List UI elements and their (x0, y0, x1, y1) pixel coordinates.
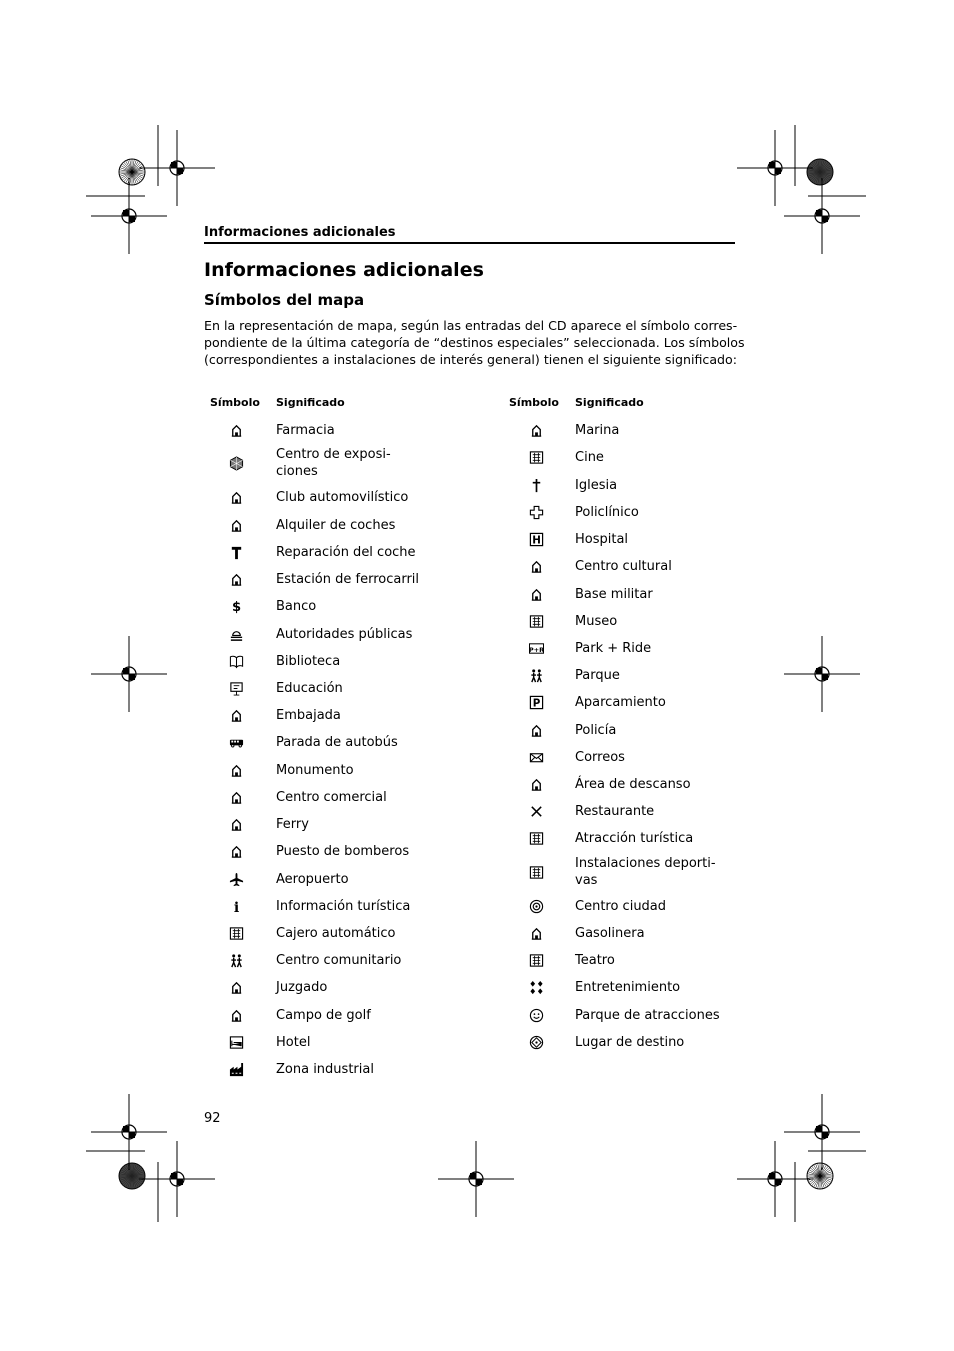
petrol-station-icon (528, 925, 544, 941)
hotel-icon (228, 1034, 244, 1050)
shopping-center-icon (228, 789, 244, 805)
svg-text:H: H (531, 534, 541, 547)
left-symbol-meaning: Club automovilístico (276, 489, 409, 505)
left-symbol-meaning: Zona industrial (276, 1061, 374, 1077)
left-symbol-meaning: Centro de exposi- ciones (276, 447, 391, 479)
embassy-icon (228, 707, 244, 723)
rest-area-icon (528, 776, 544, 792)
intro-line: pondiente de la última categoría de “destinos especiales” seleccionada. Los símbolos (204, 335, 745, 350)
left-symbol-meaning: Ferry (276, 816, 309, 832)
intro-paragraph (204, 317, 744, 368)
right-symbol-meaning: Restaurante (575, 803, 655, 819)
left-symbol-meaning: Educación (276, 680, 343, 696)
destination-icon (528, 1034, 544, 1050)
museum-icon (528, 613, 544, 629)
running-header: Informaciones adicionales (204, 225, 396, 240)
right-symbol-meaning: Centro cultural (575, 558, 672, 574)
left-symbol-meaning: Campo de golf (276, 1007, 371, 1023)
park-icon (528, 667, 544, 683)
right-meaning-column-header: Significado (575, 396, 644, 409)
right-symbol-meaning: Cine (575, 449, 604, 465)
left-symbol-meaning: Embajada (276, 707, 341, 723)
public-authority-icon (228, 626, 244, 642)
svg-text:$: $ (231, 599, 241, 614)
education-icon (228, 680, 244, 696)
page-title: Informaciones adicionales (204, 259, 484, 281)
airport-icon (228, 871, 244, 887)
court-icon (228, 979, 244, 995)
right-symbol-meaning: Parque de atracciones (575, 1007, 720, 1023)
ferry-icon (228, 816, 244, 832)
left-symbol-meaning: Monumento (276, 762, 354, 778)
right-symbol-meaning: Centro ciudad (575, 898, 667, 914)
community-center-icon (228, 952, 244, 968)
amusement-park-icon (528, 1007, 544, 1023)
left-symbol-meaning: Estación de ferrocarril (276, 571, 420, 587)
svg-text:P: P (532, 697, 540, 710)
parking-icon (528, 694, 544, 710)
left-symbol-meaning: Hotel (276, 1034, 311, 1050)
left-symbol-meaning: Aeropuerto (276, 871, 349, 887)
theatre-icon (528, 952, 544, 968)
fire-station-icon (228, 843, 244, 859)
car-rental-icon (228, 517, 244, 533)
left-symbol-meaning: Centro comercial (276, 789, 387, 805)
tourist-info-icon (228, 898, 244, 914)
right-symbol-meaning: Área de descanso (575, 776, 691, 792)
left-symbol-column-header: Símbolo (210, 396, 260, 409)
bank-icon (228, 598, 244, 614)
right-symbol-meaning: Parque (575, 667, 620, 683)
right-symbol-column-header: Símbolo (509, 396, 559, 409)
right-symbol-meaning: Lugar de destino (575, 1034, 685, 1050)
right-symbol-meaning: Correos (575, 749, 625, 765)
intro-line: En la representación de mapa, según las entradas del CD aparece el símbolo corres- (204, 318, 738, 333)
right-symbol-meaning: Teatro (575, 952, 615, 968)
tourist-attraction-icon (528, 830, 544, 846)
church-icon (528, 477, 544, 493)
railway-station-icon (228, 571, 244, 587)
right-symbol-meaning: Policlínico (575, 504, 639, 520)
svg-text:P+R: P+R (528, 645, 544, 654)
industrial-zone-icon (228, 1061, 244, 1077)
header-rule (204, 242, 735, 244)
pharmacy-icon (228, 422, 244, 438)
intro-line: (correspondientes a instalaciones de interés general) tienen el siguiente significado: (204, 352, 737, 367)
right-symbol-meaning: Atracción turística (575, 830, 694, 846)
left-symbol-meaning: Autoridades públicas (276, 626, 413, 642)
right-symbol-meaning: Iglesia (575, 477, 618, 493)
right-symbol-meaning: Gasolinera (575, 925, 645, 941)
exhibition-center-icon (228, 455, 244, 471)
left-symbol-meaning: Farmacia (276, 422, 335, 438)
left-symbol-meaning: Cajero automático (276, 925, 396, 941)
left-symbol-meaning: Juzgado (276, 979, 328, 995)
section-title: Símbolos del mapa (204, 291, 365, 309)
entertainment-icon (528, 979, 544, 995)
left-symbol-meaning: Información turística (276, 898, 411, 914)
library-icon (228, 653, 244, 669)
right-symbol-meaning: Aparcamiento (575, 694, 666, 710)
bus-stop-icon (228, 734, 244, 750)
military-base-icon (528, 586, 544, 602)
atm-icon (228, 925, 244, 941)
left-symbol-meaning: Puesto de bomberos (276, 843, 410, 859)
cultural-center-icon (528, 558, 544, 574)
polyclinic-icon (528, 504, 544, 520)
svg-text:i: i (233, 899, 239, 914)
left-symbol-meaning: Alquiler de coches (276, 517, 396, 533)
automobile-club-icon (228, 489, 244, 505)
right-symbol-meaning: Entretenimiento (575, 979, 681, 995)
left-symbol-meaning: Reparación del coche (276, 544, 416, 560)
restaurant-icon (528, 803, 544, 819)
hospital-icon (528, 531, 544, 547)
right-symbol-meaning: Marina (575, 422, 620, 438)
car-repair-icon (228, 544, 244, 560)
right-symbol-meaning: Instalaciones deporti- vas (575, 856, 716, 888)
left-meaning-column-header: Significado (276, 396, 345, 409)
golf-course-icon (228, 1007, 244, 1023)
left-symbol-meaning: Banco (276, 598, 317, 614)
cinema-icon (528, 449, 544, 465)
left-symbol-meaning: Parada de autobús (276, 734, 398, 750)
right-symbol-meaning: Policía (575, 722, 617, 738)
park-and-ride-icon (528, 640, 544, 656)
marina-icon (528, 422, 544, 438)
monument-icon (228, 762, 244, 778)
police-icon (528, 722, 544, 738)
right-symbol-meaning: Hospital (575, 531, 629, 547)
city-center-icon (528, 898, 544, 914)
left-symbol-meaning: Centro comunitario (276, 952, 402, 968)
post-office-icon (528, 749, 544, 765)
sports-facilities-icon (528, 864, 544, 880)
right-symbol-meaning: Base militar (575, 586, 653, 602)
right-symbol-meaning: Park + Ride (575, 640, 652, 656)
page-number: 92 (204, 1111, 221, 1126)
right-symbol-meaning: Museo (575, 613, 618, 629)
left-symbol-meaning: Biblioteca (276, 653, 341, 669)
